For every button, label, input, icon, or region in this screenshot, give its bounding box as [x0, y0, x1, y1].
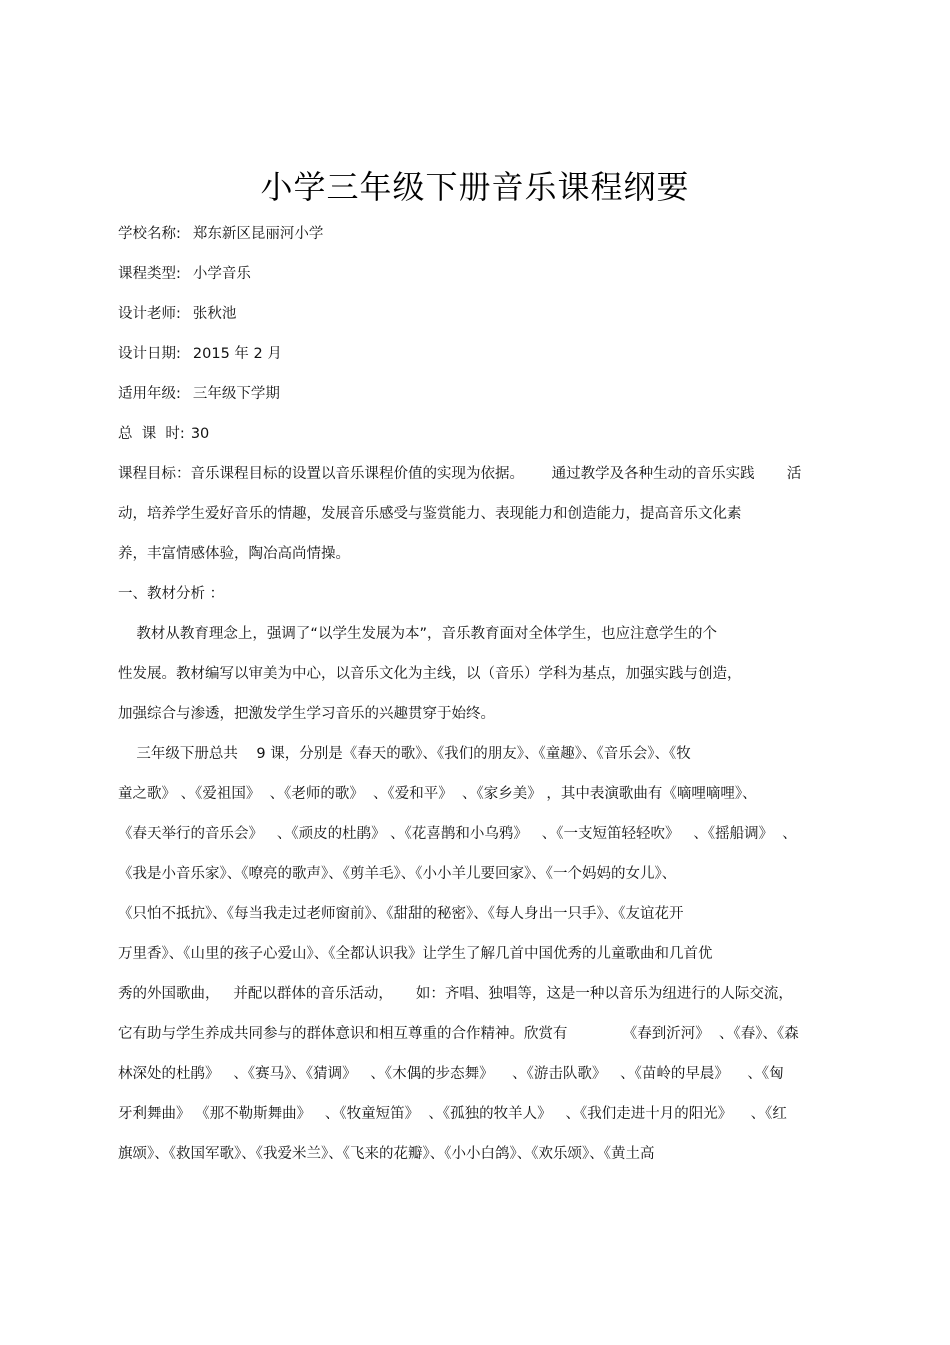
paragraph-line: 《只怕不抵抗》、《每当我走过老师窗前》、《甜甜的秘密》、《每人身出一只手》、《友谊花开 [118, 906, 684, 922]
paragraph-line: 《春天举行的音乐会》 、《顽皮的杜鹃》 、《花喜鹊和小乌鸦》 、《一支短笛轻轻吹》 、《摇船调》 、 [118, 826, 797, 842]
meta-school [118, 224, 323, 244]
paragraph-line: 三年级下册总共 9 课，分别是《春天的歌》、《我们的朋友》、《童趣》、《音乐会》、《牧 [118, 746, 691, 762]
meta-value: 郑东新区昆丽河小学 [192, 226, 324, 242]
paragraph-line: 秀的外国歌曲， 并配以群体的音乐活动， 如：齐唱、独唱等，这是一种以音乐为纽进行的人际交流， [118, 986, 793, 1002]
paragraph-line: 加强综合与渗透，把激发学生学习音乐的兴趣贯穿于始终。 [118, 706, 495, 722]
paragraph-line: 教材从教育理念上，强调了“以学生发展为本”，音乐教育面对全体学生，也应注意学生的个 [118, 626, 717, 642]
goal-line: 课程目标：音乐课程目标的设置以音乐课程价值的实现为依据。 通过教学及各种生动的音乐实践 活 [118, 466, 802, 482]
paragraph-line: 性发展。教材编写以审美为中心，以音乐文化为主线，以（音乐）学科为基点，加强实践与创造， [118, 666, 742, 682]
paragraph-line: 旗颂》、《救国军歌》、《我爱米兰》、《飞来的花瓣》、《小小白鸽》、《欢乐颂》、《黄土高 [118, 1146, 655, 1162]
paragraph-line: 万里香》、《山里的孩子心爱山》、《全都认识我》让学生了解几首中国优秀的儿童歌曲和几首优 [118, 946, 713, 962]
meta-label: 设计日期: [118, 346, 181, 362]
meta-value: 2015 年 2 月 [192, 346, 282, 362]
meta-value: 张秋池 [192, 306, 237, 322]
paragraph-line: 童之歌》 、《爱祖国》 、《老师的歌》 、《爱和平》 、《家乡美》 ，其中表演歌曲有《嘀哩嘀哩》、 [118, 786, 757, 802]
meta-total-hours [118, 424, 209, 444]
goal-line: 养，丰富情感体验，陶冶高尚情操。 [118, 546, 350, 562]
meta-label: 设计老师: [118, 306, 181, 322]
meta-course-type [118, 264, 251, 284]
meta-label: 适用年级: [118, 386, 181, 402]
meta-value: 小学音乐 [192, 266, 251, 282]
meta-value: 三年级下学期 [192, 386, 280, 402]
goal-line: 动，培养学生爱好音乐的情趣，发展音乐感受与鉴赏能力、表现能力和创造能力，提高音乐文化素 [118, 506, 742, 522]
paragraph-line: 它有助与学生养成共同参与的群体意识和相互尊重的合作精神。欣赏有 《春到沂河》 、《春》、《森 [118, 1026, 799, 1042]
section-heading: 一、教材分析 ： [118, 586, 225, 602]
meta-date [118, 344, 282, 364]
meta-value: 30 [190, 426, 210, 442]
meta-label: 总 课 时: [118, 426, 185, 442]
paragraph-line: 《我是小音乐家》、《嘹亮的歌声》、《剪羊毛》、《小小羊儿要回家》、《一个妈妈的女儿》、 [118, 866, 677, 882]
paragraph-line: 牙利舞曲》 《那不勒斯舞曲》 、《牧童短笛》 、《孤独的牧羊人》 、《我们走进十月的阳光》 、《红 [118, 1106, 787, 1122]
meta-label: 学校名称: [118, 226, 181, 242]
meta-grade [118, 384, 280, 404]
meta-label: 课程类型: [118, 266, 181, 282]
paragraph-line: 林深处的杜鹃》 、《赛马》、《猜调》 、《木偶的步态舞》 、《游击队歌》 、《苗岭的早晨》 、《匈 [118, 1066, 784, 1082]
meta-teacher [118, 304, 236, 324]
document-title: 小学三年级下册音乐课程纲要 [260, 168, 690, 206]
